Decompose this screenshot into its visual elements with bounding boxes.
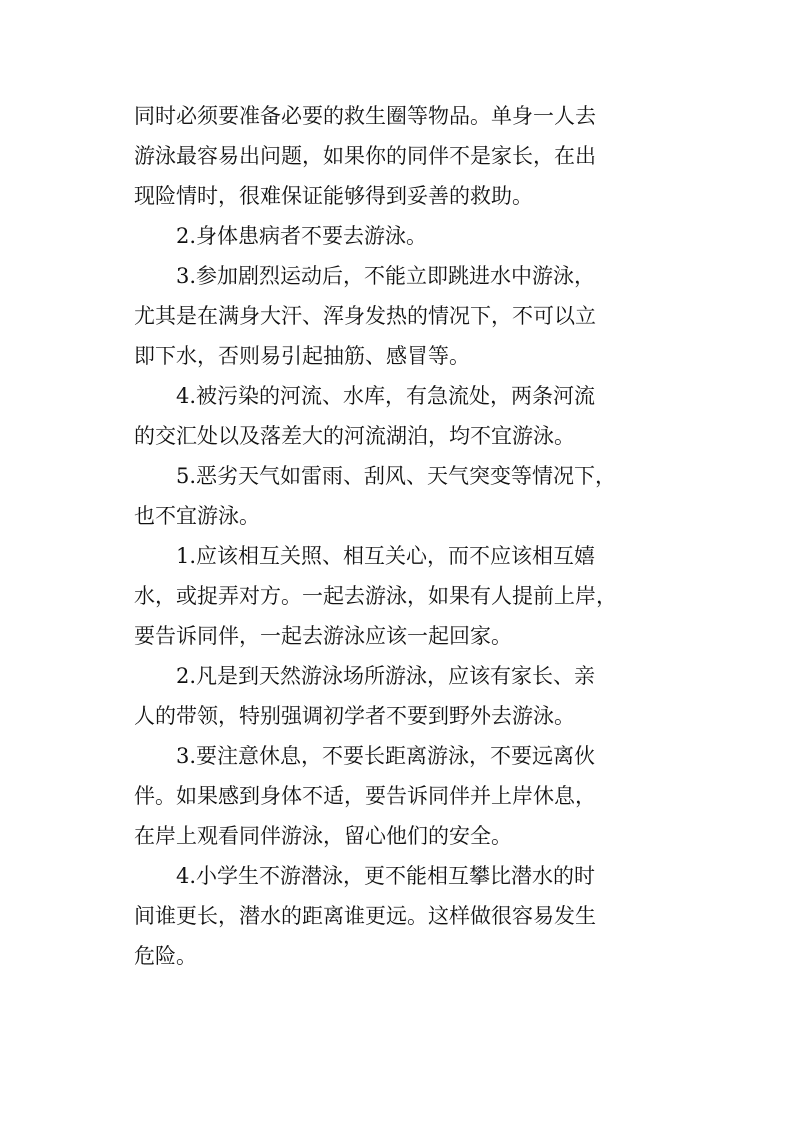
text-line: 1.应该相互关照、相互关心，而不应该相互嬉 [176,544,596,568]
body-text [134,96,664,976]
text-line: 同时必须要准备必要的救生圈等物品。单身一人去 [134,104,596,128]
text-line: 3.参加剧烈运动后，不能立即跳进水中游泳， [176,264,596,288]
text-line: 即下水，否则易引起抽筋、感冒等。 [134,344,470,368]
text-line: 间谁更长，潜水的距离谁更远。这样做很容易发生 [134,904,596,928]
text-line: 3.要注意休息，不要长距离游泳，不要远离伙 [176,744,596,768]
text-line: 水，或捉弄对方。一起去游泳，如果有人提前上岸， [134,584,617,608]
text-line: 2.身体患病者不要去游泳。 [176,224,428,248]
text-line: 5.恶劣天气如雷雨、刮风、天气突变等情况下， [176,464,617,488]
text-line: 现险情时，很难保证能够得到妥善的救助。 [134,184,533,208]
text-line: 游泳最容易出问题，如果你的同伴不是家长，在出 [134,144,596,168]
text-line: 2.凡是到天然游泳场所游泳，应该有家长、亲 [176,664,596,688]
text-line: 要告诉同伴，一起去游泳应该一起回家。 [134,624,512,648]
text-line: 4.小学生不游潜泳，更不能相互攀比潜水的时 [176,864,596,888]
text-line: 的交汇处以及落差大的河流湖泊，均不宜游泳。 [134,424,575,448]
text-line: 伴。如果感到身体不适，要告诉同伴并上岸休息， [134,784,596,808]
text-line: 4.被污染的河流、水库，有急流处，两条河流 [176,384,596,408]
text-line: 尤其是在满身大汗、浑身发热的情况下，不可以立 [134,304,596,328]
text-line: 人的带领，特别强调初学者不要到野外去游泳。 [134,704,575,728]
text-line: 也不宜游泳。 [134,504,260,528]
text-line: 危险。 [134,944,197,968]
text-line: 在岸上观看同伴游泳，留心他们的安全。 [134,824,512,848]
